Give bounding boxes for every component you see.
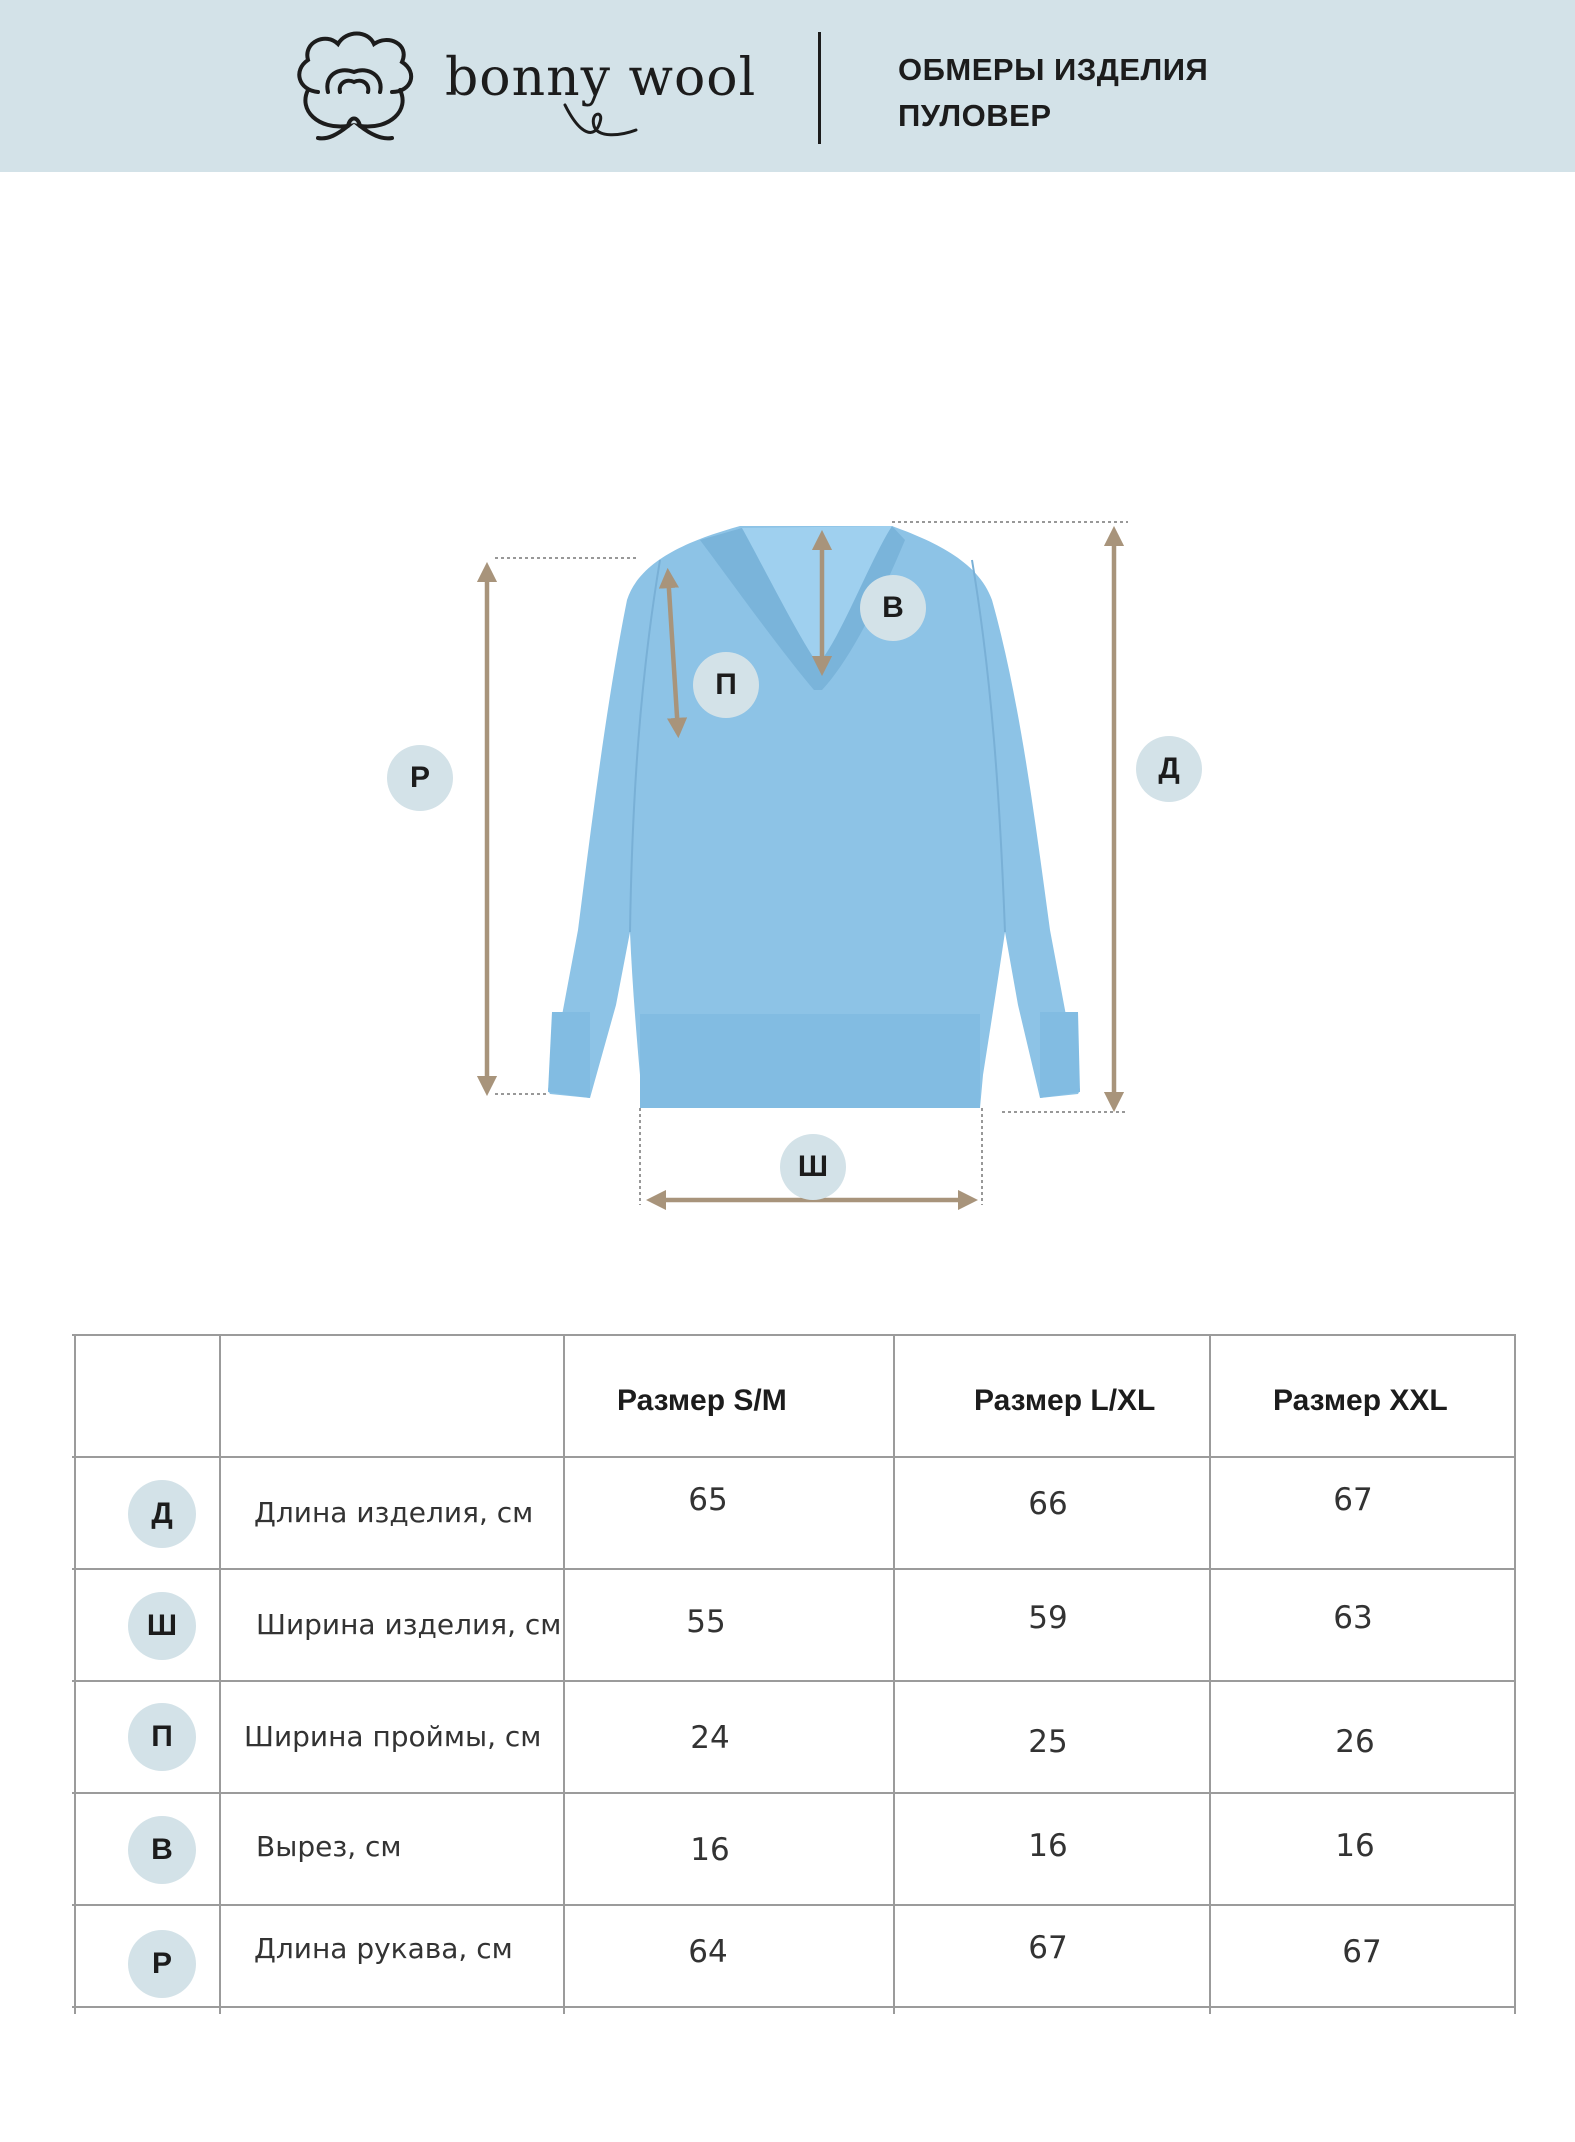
sweater-left-cuff bbox=[548, 1012, 590, 1098]
row-label: Ширина проймы, см bbox=[244, 1720, 542, 1753]
row-code-badge: Р bbox=[128, 1930, 196, 1998]
badge-armhole: П bbox=[693, 652, 759, 718]
badge-sleeve: Р bbox=[387, 745, 453, 811]
sweater-diagram-svg bbox=[0, 172, 1575, 1272]
header-bar bbox=[0, 0, 1575, 172]
table-rule bbox=[893, 1334, 895, 2014]
doc-subtitle: ПУЛОВЕР bbox=[898, 98, 1052, 133]
cell-value: 65 bbox=[688, 1482, 728, 1518]
sweater-right-cuff bbox=[1040, 1012, 1080, 1098]
table-rule bbox=[72, 1792, 1516, 1794]
brand-name: bonny wool bbox=[445, 48, 757, 108]
row-code-badge: В bbox=[128, 1816, 196, 1884]
cell-value: 16 bbox=[690, 1832, 730, 1868]
brand-swash-ornament bbox=[560, 100, 640, 145]
column-header-lxl: Размер L/XL bbox=[974, 1384, 1156, 1417]
row-code-badge: Д bbox=[128, 1480, 196, 1548]
cell-value: 66 bbox=[1028, 1486, 1068, 1522]
table-rule bbox=[72, 1334, 1516, 1336]
doc-title: ОБМЕРЫ ИЗДЕЛИЯ bbox=[898, 52, 1209, 87]
cell-value: 59 bbox=[1028, 1600, 1068, 1636]
badge-neckline: В bbox=[860, 575, 926, 641]
table-rule bbox=[72, 2006, 1516, 2008]
header-divider bbox=[818, 32, 821, 144]
badge-length: Д bbox=[1136, 736, 1202, 802]
sweater-hem bbox=[640, 1014, 980, 1108]
row-label: Длина изделия, см bbox=[254, 1496, 534, 1529]
table-rule bbox=[74, 1334, 76, 2014]
cell-value: 67 bbox=[1333, 1482, 1373, 1518]
cell-value: 63 bbox=[1333, 1600, 1373, 1636]
table-rule bbox=[219, 1334, 221, 2014]
cell-value: 67 bbox=[1028, 1930, 1068, 1966]
cell-value: 25 bbox=[1028, 1724, 1068, 1760]
cell-value: 16 bbox=[1335, 1828, 1375, 1864]
cell-value: 24 bbox=[690, 1720, 730, 1756]
column-header-xxl: Размер XXL bbox=[1273, 1384, 1448, 1417]
measurement-diagram bbox=[0, 172, 1575, 1272]
table-rule bbox=[72, 1456, 1516, 1458]
cell-value: 64 bbox=[688, 1934, 728, 1970]
table-rule bbox=[72, 1680, 1516, 1682]
cell-value: 16 bbox=[1028, 1828, 1068, 1864]
table-rule bbox=[1514, 1334, 1516, 2014]
table-rule bbox=[563, 1334, 565, 2014]
badge-width: Ш bbox=[780, 1134, 846, 1200]
row-code-badge: П bbox=[128, 1703, 196, 1771]
column-header-sm: Размер S/M bbox=[617, 1384, 787, 1417]
cotton-logo-icon bbox=[288, 30, 423, 150]
cell-value: 67 bbox=[1342, 1934, 1382, 1970]
row-label: Длина рукава, см bbox=[254, 1932, 513, 1965]
row-code-badge: Ш bbox=[128, 1592, 196, 1660]
cell-value: 26 bbox=[1335, 1724, 1375, 1760]
row-label: Ширина изделия, см bbox=[256, 1608, 562, 1641]
row-label: Вырез, см bbox=[256, 1830, 402, 1863]
table-rule bbox=[72, 1904, 1516, 1906]
table-rule bbox=[72, 1568, 1516, 1570]
cell-value: 55 bbox=[686, 1604, 726, 1640]
table-rule bbox=[1209, 1334, 1211, 2014]
sweater-illustration bbox=[548, 526, 1080, 1108]
